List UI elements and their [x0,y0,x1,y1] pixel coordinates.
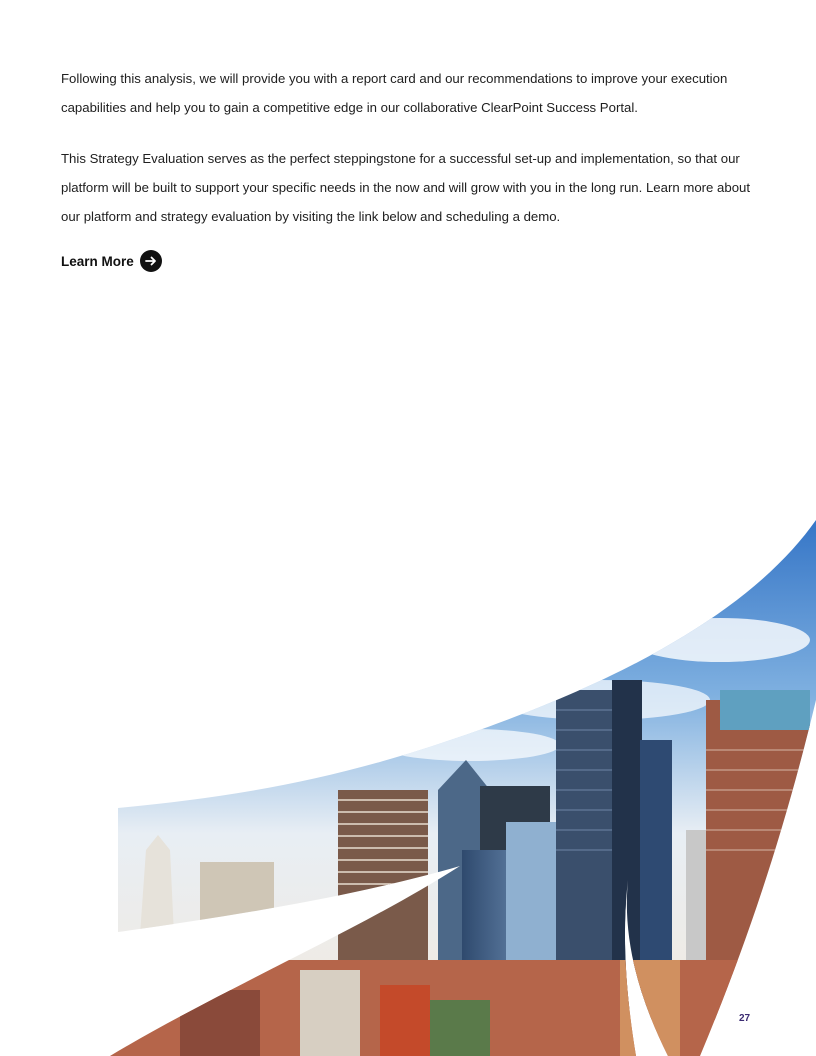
learn-more-label: Learn More [61,253,134,269]
page-number: 27 [739,1013,751,1024]
intro-paragraph: Following this analysis, we will provide you with a report card and our recommendations to improve your execution capabilities and help you to gain a competitive edge in our collaborative ClearPoint Success Portal. [61,71,728,115]
evaluation-paragraph: This Strategy Evaluation serves as the perfect steppingstone for a successful set-up and implementation, so that our platform will be built to support your specific needs in the now and will grow with you in the long run. Learn more about our platform and strategy evaluation by visiting the link below and scheduling a demo. [61,151,751,224]
